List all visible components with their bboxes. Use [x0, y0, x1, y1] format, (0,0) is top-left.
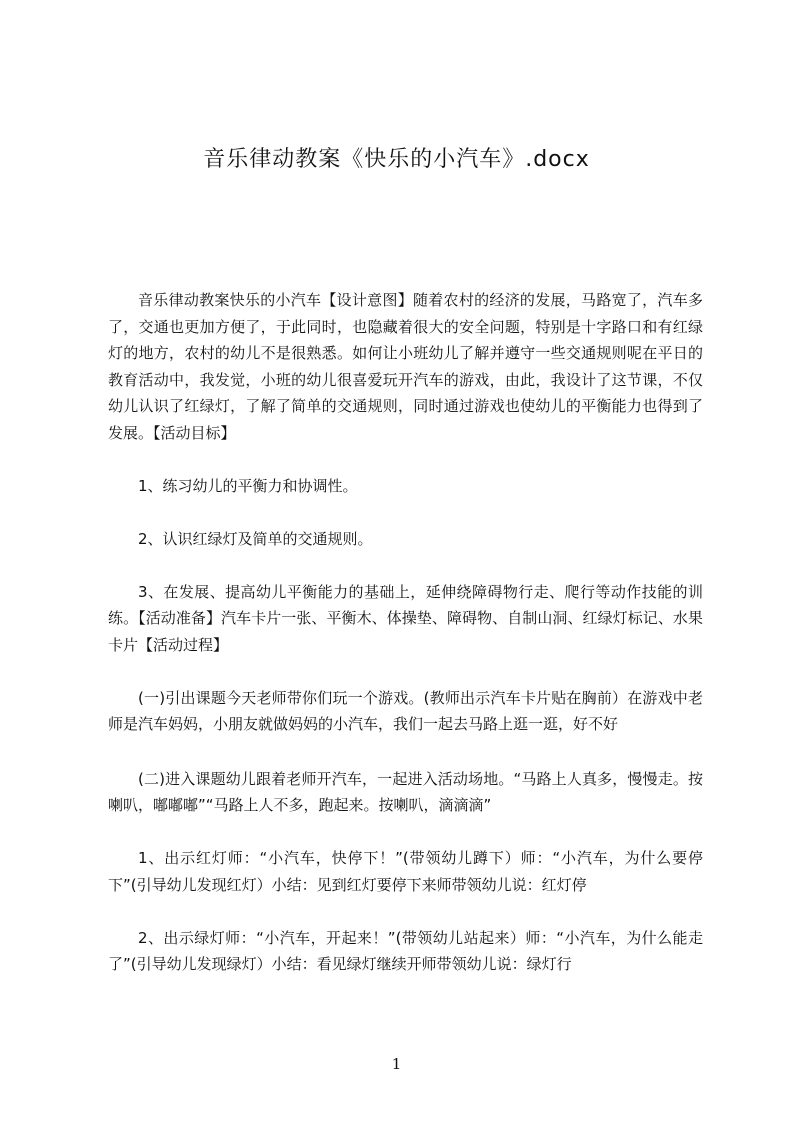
- paragraph-step-2: (二)进入课题幼儿跟着老师开汽车，一起进入活动场地。“马路上人真多，慢慢走。按喇叭，嘟嘟嘟”“马路上人不多，跑起来。按喇叭，滴滴滴”: [108, 769, 703, 814]
- paragraph-intro: 音乐律动教案快乐的小汽车【设计意图】随着农村的经济的发展，马路宽了，汽车多了，交通也更加方便了，于此同时，也隐藏着很大的安全问题，特别是十字路口和有红绿灯的地方，农村的幼儿不是很熟悉。如何让小班幼儿了解并遵守一些交通规则呢在平日的教育活动中，我发觉，小班的幼儿很喜爱玩开汽车的游戏，由此，我设计了这节课，不仅幼儿认识了红绿灯，了解了简单的交通规则，同时通过游戏也使幼儿的平衡能力也得到了发展。【活动目标】: [108, 291, 703, 442]
- paragraph-step-1: (一)引出课题今天老师带你们玩一个游戏。(教师出示汽车卡片贴在胸前）在游戏中老师是汽车妈妈，小朋友就做妈妈的小汽车，我们一起去马路上逛一逛，好不好: [108, 688, 703, 733]
- document-body: [108, 287, 703, 978]
- page-number: 1: [391, 1055, 402, 1073]
- paragraph-red-light: 1、出示红灯师：“小汽车，快停下！”(带领幼儿蹲下）师：“小汽车，为什么要停下”(引导幼儿发现红灯）小结：见到红灯要停下来师带领幼儿说：红灯停: [108, 849, 703, 894]
- paragraph-green-light: 2、出示绿灯师：“小汽车，开起来！”(带领幼儿站起来）师：“小汽车，为什么能走了”(引导幼儿发现绿灯）小结：看见绿灯继续开师带领幼儿说：绿灯行: [108, 928, 703, 973]
- paragraph-goal-3: 3、在发展、提高幼儿平衡能力的基础上，延伸绕障碍物行走、爬行等动作技能的训练。【活动准备】汽车卡片一张、平衡木、体操垫、障碍物、自制山洞、红绿灯标记、水果卡片【活动过程】: [108, 582, 703, 654]
- paragraph-goal-2: 2、认识红绿灯及简单的交通规则。: [138, 529, 373, 548]
- document-title: 音乐律动教案《快乐的小汽车》.docx: [203, 147, 590, 172]
- paragraph-goal-1: 1、练习幼儿的平衡力和协调性。: [138, 476, 358, 495]
